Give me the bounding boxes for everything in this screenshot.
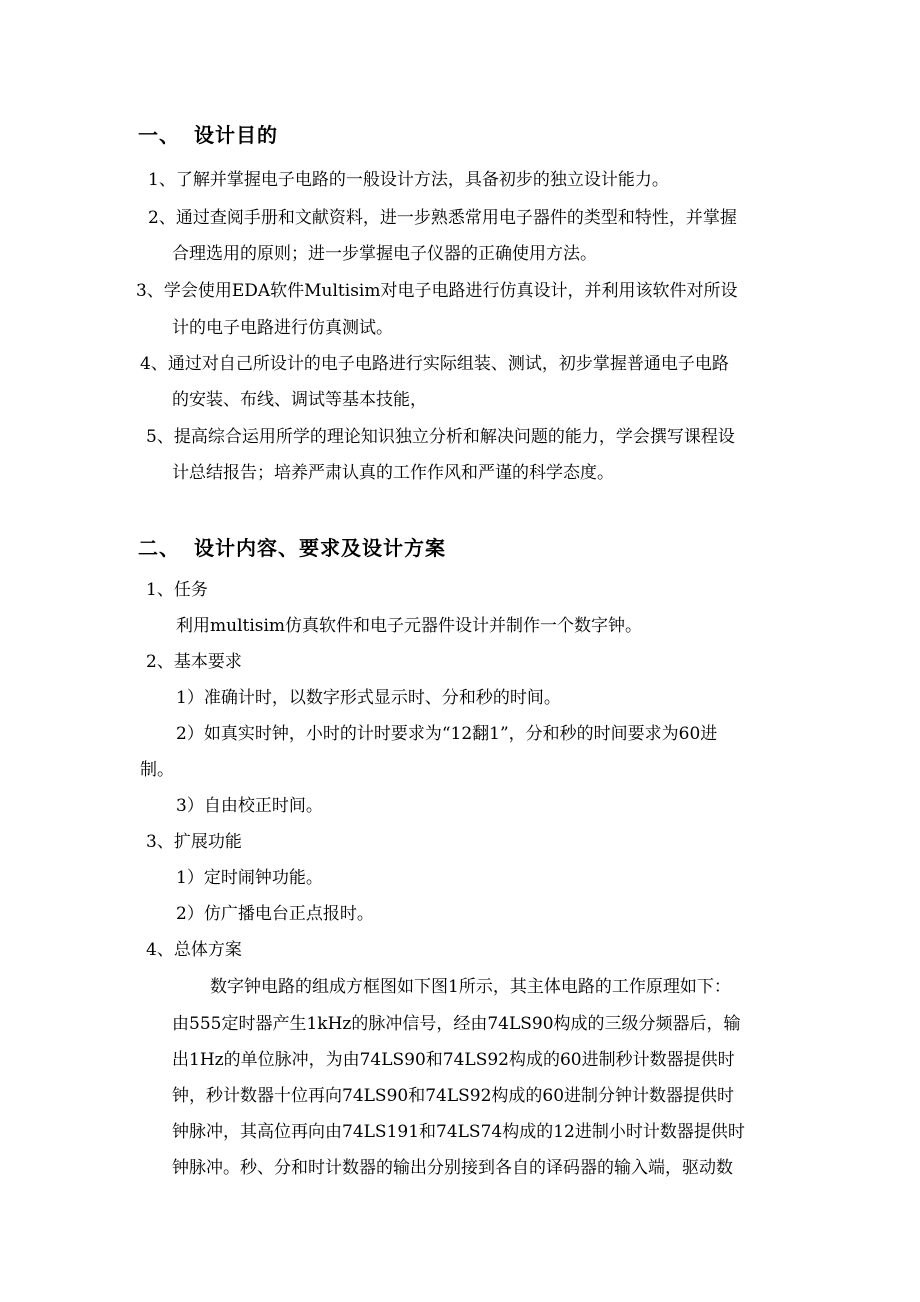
extended-item-2: 2）仿广播电台正点报时。 — [176, 904, 374, 924]
goal-item-4-cont: 的安装、布线、调试等基本技能， — [172, 390, 427, 410]
extended-item-1: 1）定时闹钟功能。 — [176, 868, 323, 888]
plan-line-2: 由555定时器产生1kHz的脉冲信号，经由74LS90构成的三级分频器后，输 — [172, 1014, 741, 1034]
plan-line-1: 数字钟电路的组成方框图如下图1所示，其主体电路的工作原理如下： — [210, 977, 731, 997]
section-1-number: 一、 — [138, 123, 180, 147]
goal-item-1: 1、了解并掌握电子电路的一般设计方法，具备初步的独立设计能力。 — [148, 170, 669, 190]
task-heading: 1、任务 — [146, 580, 208, 600]
plan-line-5: 钟脉冲，其高位再向由74LS191和74LS74构成的12进制小时计数器提供时 — [172, 1122, 745, 1142]
basic-item-3: 3）自由校正时间。 — [176, 796, 323, 816]
goal-item-3-cont: 计的电子电路进行仿真测试。 — [172, 318, 393, 338]
overall-plan-heading: 4、总体方案 — [146, 940, 242, 960]
task-text: 利用multisim仿真软件和电子元器件设计并制作一个数字钟。 — [176, 616, 643, 636]
basic-item-2-cont: 制。 — [140, 760, 174, 780]
goal-item-5-cont: 计总结报告；培养严肃认真的工作作风和严谨的科学态度。 — [172, 463, 614, 483]
extended-features-heading: 3、扩展功能 — [146, 832, 242, 852]
basic-item-1: 1）准确计时，以数字形式显示时、分和秒的时间。 — [176, 688, 561, 708]
goal-item-3: 3、学会使用EDA软件Multisim对电子电路进行仿真设计，并利用该软件对所设 — [136, 281, 738, 301]
basic-requirements-heading: 2、基本要求 — [146, 652, 242, 672]
basic-item-2: 2）如真实时钟，小时的计时要求为“12翻1”，分和秒的时间要求为60进 — [176, 724, 718, 744]
goal-item-2: 2、通过查阅手册和文献资料，进一步熟悉常用电子器件的类型和特性，并掌握 — [148, 208, 737, 228]
plan-line-4: 钟，秒计数器十位再向74LS90和74LS92构成的60进制分钟计数器提供时 — [172, 1086, 735, 1106]
section-2-heading — [138, 537, 446, 559]
section-2-number: 二、 — [138, 536, 180, 560]
section-1-title: 设计目的 — [194, 123, 278, 147]
goal-item-4: 4、通过对自己所设计的电子电路进行实际组装、测试，初步掌握普通电子电路 — [140, 354, 729, 374]
plan-line-3: 出1Hz的单位脉冲，为由74LS90和74LS92构成的60进制秒计数器提供时 — [172, 1050, 735, 1070]
section-1-heading — [138, 124, 278, 146]
goal-item-2-cont: 合理选用的原则；进一步掌握电子仪器的正确使用方法。 — [172, 244, 597, 264]
plan-line-6: 钟脉冲。秒、分和时计数器的输出分别接到各自的译码器的输入端，驱动数 — [172, 1158, 733, 1178]
goal-item-5: 5、提高综合运用所学的理论知识独立分析和解决问题的能力，学会撰写课程设 — [146, 427, 735, 447]
section-2-title: 设计内容、要求及设计方案 — [194, 536, 446, 560]
